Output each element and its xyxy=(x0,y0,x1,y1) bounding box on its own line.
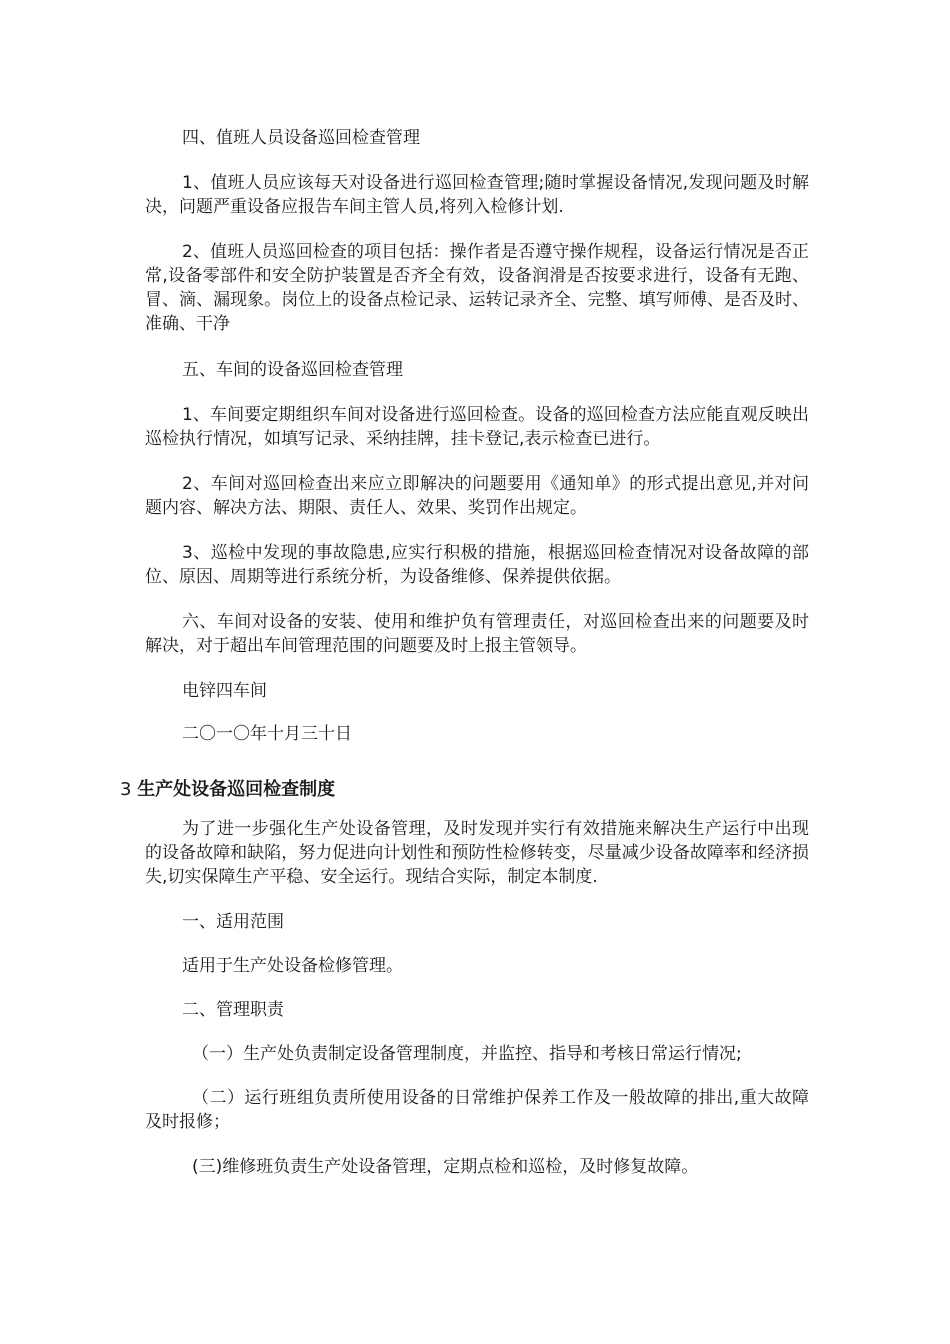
paragraph: 六、车间对设备的安装、使用和维护负有管理责任，对巡回检查出来的问题要及时解决，对于超出车间管理范围的问题要及时上报主管领导。 xyxy=(145,612,809,656)
section-title-text: 生产处设备巡回检查制度 xyxy=(137,779,336,800)
paragraph: 2、车间对巡回检查出来应立即解决的问题要用《通知单》的形式提出意见,并对问题内容、解决方法、期限、责任人、效果、奖罚作出规定。 xyxy=(145,474,809,518)
paragraph: 2、值班人员巡回检查的项目包括：操作者是否遵守操作规程，设备运行情况是否正常,设备零部件和安全防护装置是否齐全有效，设备润滑是否按要求进行，设备有无跑、冒、滴、漏现象。岗位上的设备点检记录、运转记录齐全、完整、填写师傅、是否及时、准确、干净 xyxy=(145,242,809,334)
section-heading-five: 五、车间的设备巡回检查管理 xyxy=(182,360,403,380)
list-item: (三)维修班负责生产处设备管理，定期点检和巡检，及时修复故障。 xyxy=(192,1157,699,1177)
paragraph: 1、车间要定期组织车间对设备进行巡回检查。设备的巡回检查方法应能直观反映出巡检执行情况，如填写记录、采纳挂牌，挂卡登记,表示检查已进行。 xyxy=(145,405,809,449)
paragraph: 为了进一步强化生产处设备管理，及时发现并实行有效措施来解决生产运行中出现的设备故障和缺陷，努力促进向计划性和预防性检修转变，尽量减少设备故障率和经济损失,切实保障生产平稳、安全运行。现结合实际，制定本制度. xyxy=(145,819,809,887)
section-number: 3 xyxy=(120,779,132,800)
paragraph: 1、值班人员应该每天对设备进行巡回检查管理;随时掌握设备情况,发现问题及时解决，问题严重设备应报告车间主管人员,将列入检修计划. xyxy=(145,173,809,217)
signature-date: 二〇一〇年十月三十日 xyxy=(182,724,352,744)
section-title xyxy=(120,778,335,802)
subsection-heading-two: 二、管理职责 xyxy=(182,1000,284,1020)
paragraph: 适用于生产处设备检修管理。 xyxy=(182,956,403,976)
list-item: （二）运行班组负责所使用设备的日常维护保养工作及一般故障的排出,重大故障及时报修； xyxy=(145,1088,809,1132)
section-heading-four: 四、值班人员设备巡回检查管理 xyxy=(182,128,420,148)
subsection-heading-one: 一、适用范围 xyxy=(182,912,284,932)
list-item: （一）生产处负责制定设备管理制度，并监控、指导和考核日常运行情况; xyxy=(192,1044,742,1064)
paragraph: 3、巡检中发现的事故隐患,应实行积极的措施，根据巡回检查情况对设备故障的部位、原因、周期等进行系统分析，为设备维修、保养提供依据。 xyxy=(145,543,809,587)
signature-department: 电锌四车间 xyxy=(182,681,267,701)
